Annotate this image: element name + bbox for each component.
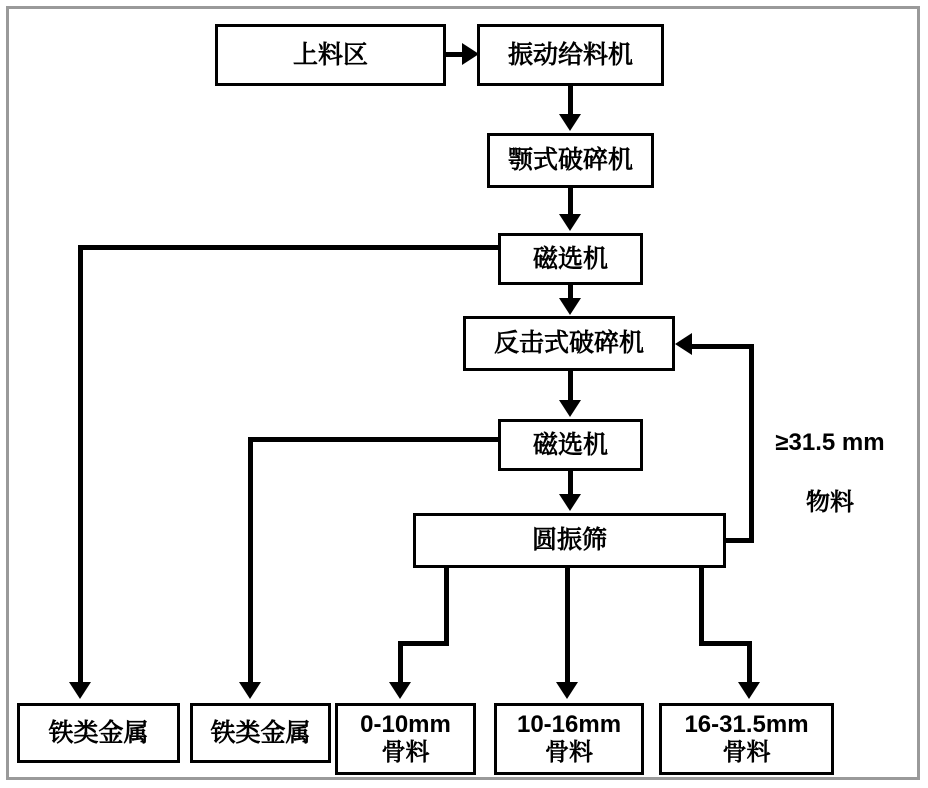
node-aggregate-16-31-5mm [659,703,834,775]
node-magnetic-separator-2: 磁选机 [498,419,643,471]
node-impact-crusher: 反击式破碎机 [463,316,675,371]
connector-screen-return-horizontal-top [692,344,754,349]
connector-screen-to-16-315-vertical-upper [699,568,704,645]
node-aggregate-10-16mm [494,703,644,775]
connector-mag2-to-ferrous2-vertical [248,437,253,685]
connector-screen-to-16-315-vertical-lower [747,641,752,685]
arrowhead-jaw-to-mag1 [559,214,581,231]
arrowhead-screen-return-to-impact [675,333,692,355]
aggregate-0-10mm-size: 0-10mm [360,711,451,739]
node-circular-vibrating-screen: 圆振筛 [413,513,726,568]
node-jaw-crusher: 颚式破碎机 [487,133,654,188]
figure-frame [6,6,920,780]
aggregate-10-16mm-material: 骨料 [545,739,593,766]
connector-mag1-to-ferrous1-horizontal [78,245,500,250]
arrowhead-screen-to-16-315 [738,682,760,699]
arrowhead-mag1-to-ferrous1 [69,682,91,699]
node-magnetic-separator-1: 磁选机 [498,233,643,285]
arrowhead-screen-to-0-10 [389,682,411,699]
arrowhead-mag2-to-ferrous2 [239,682,261,699]
aggregate-10-16mm-size: 10-16mm [516,711,622,739]
aggregate-16-31-5mm-size: 16-31.5mm [684,711,809,739]
arrowhead-feeder-to-jaw [559,114,581,131]
connector-screen-to-16-315-horizontal [699,641,752,646]
arrowhead-screen-to-10-16 [556,682,578,699]
connector-screen-to-0-10-vertical-upper [444,568,449,645]
connector-feeder-to-jaw [568,86,573,116]
aggregate-16-31-5mm-material: 骨料 [722,739,771,766]
connector-jaw-to-mag1 [568,188,573,216]
connector-mag2-to-ferrous2-horizontal [248,437,500,442]
node-ferrous-metal-2: 铁类金属 [190,703,331,763]
arrowhead-impact-to-mag2 [559,400,581,417]
connector-screen-to-0-10-horizontal [398,641,449,646]
arrowhead-mag1-to-impact [559,298,581,315]
arrowhead-mag2-to-screen [559,494,581,511]
connector-screen-to-0-10-vertical-lower [398,641,403,685]
node-ferrous-metal-1: 铁类金属 [17,703,180,763]
annotation-oversize-return [735,398,925,518]
connector-screen-to-10-16 [565,568,570,685]
node-aggregate-0-10mm [335,703,476,775]
connector-impact-to-mag2 [568,371,573,403]
oversize-return-line2: 物料 [806,489,854,516]
aggregate-0-10mm-material: 骨料 [381,739,430,766]
node-vibrating-feeder: 振动给料机 [477,24,664,86]
node-feeding-area: 上料区 [215,24,446,86]
oversize-return-line1: ≥31.5 mm [775,429,885,456]
connector-mag1-to-ferrous1-vertical [78,245,83,685]
